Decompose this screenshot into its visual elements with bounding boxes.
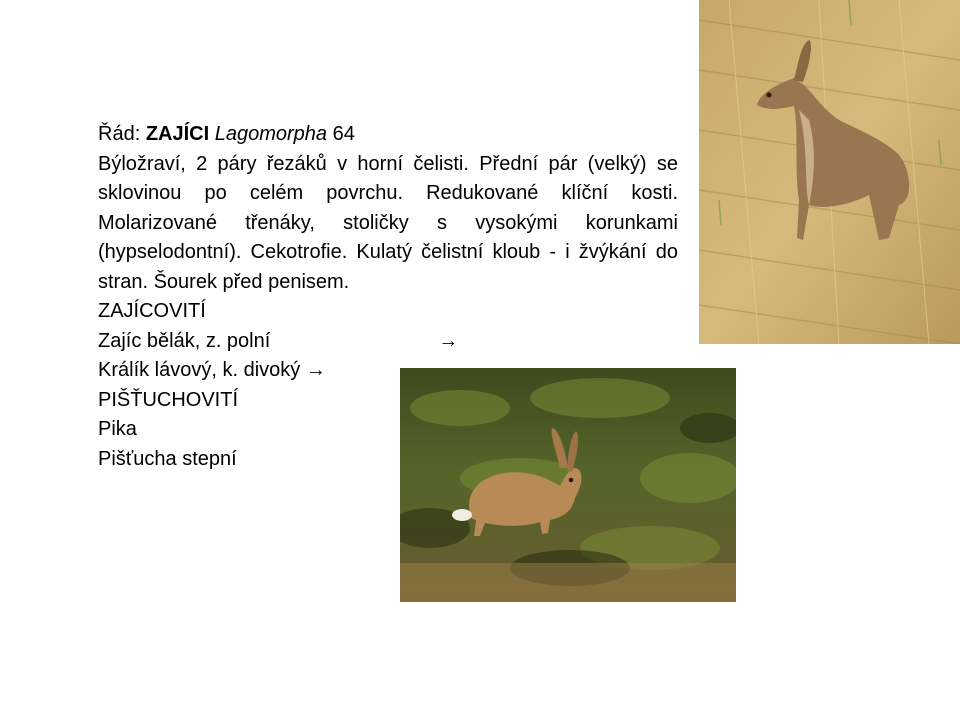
arrow-right-icon: → bbox=[305, 359, 326, 381]
order-description: Býložraví, 2 páry řezáků v horní čelisti. Přední pár (velký) se sklovinou po celém povrchu. Redukované klíční kosti. Molarizované třenáky, stoličky s vysokými korunkami (hypselodontní). Cekotrofie. Kulatý čelistní kloub - i žvýkání do stran. Šourek před penisem. bbox=[98, 152, 678, 293]
order-latin-name: Lagomorpha bbox=[214, 123, 328, 145]
rabbit-photo bbox=[400, 368, 736, 602]
species-rabbit-name: Králík lávový, k. divoký bbox=[98, 359, 301, 381]
order-number: 64 bbox=[332, 123, 355, 145]
species-hare-name: Zajíc bělák, z. polní bbox=[98, 329, 271, 352]
family-zajicoviti: ZAJÍCOVITÍ bbox=[98, 300, 206, 322]
family-pistuchoviti: PIŠŤUCHOVITÍ bbox=[98, 388, 239, 411]
hare-photo bbox=[699, 0, 960, 344]
species-steppe-pika: Pišťucha stepní bbox=[98, 447, 237, 470]
order-name: ZAJÍCI bbox=[145, 123, 210, 145]
order-heading bbox=[98, 120, 678, 150]
order-prefix: Řád: bbox=[98, 123, 146, 145]
species-hare bbox=[98, 327, 678, 357]
arrow-right-icon: → bbox=[438, 329, 459, 352]
genus-pika: Pika bbox=[98, 418, 137, 440]
